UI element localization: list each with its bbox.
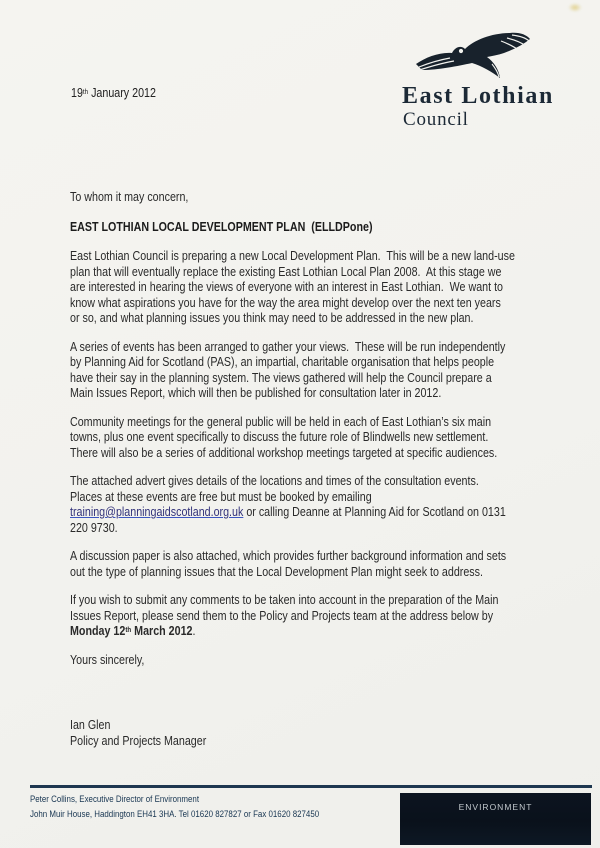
logo-subtitle: Council	[403, 109, 469, 130]
letter-line: Places at these events are free but must be booked by emailing	[70, 489, 372, 504]
letter-line: East Lothian Council is preparing a new Local Development Plan. This will be a new land-use	[70, 249, 515, 263]
subject-heading: EAST LOTHIAN LOCAL DEVELOPMENT PLAN (ELLDPone)	[70, 219, 373, 234]
letter-date	[71, 86, 156, 100]
letter-line: 220 9730.	[70, 520, 118, 535]
deadline-period: .	[192, 624, 196, 638]
letter-line	[70, 505, 600, 521]
environment-label: ENVIRONMENT	[458, 802, 533, 812]
letter-line: are interested in hearing the views of everyone with an interest in East Lothian. We want to	[70, 280, 503, 294]
letter-line: have their say in the planning system. The views gathered will help the Council prepare a	[70, 370, 492, 385]
signature-name: Ian Glen	[70, 718, 111, 732]
letter-line: A series of events has been arranged to gather your views. These will be run independently	[70, 339, 506, 354]
letter-line: plan that will eventually replace the existing East Lothian Local Plan 2008. At this stage we	[70, 264, 502, 279]
date-day: 19	[71, 86, 83, 100]
date-ordinal-suffix: th	[82, 86, 89, 96]
paragraph-meetings	[70, 415, 600, 462]
letter-line: Issues Report, please send them to the Policy and Projects team at the address below by	[70, 608, 494, 623]
deadline-rest: March 2012	[131, 624, 193, 638]
deadline-ordinal-suffix: th	[125, 624, 132, 634]
date-rest: January 2012	[88, 86, 156, 100]
letter-line	[70, 624, 600, 640]
signature-title: Policy and Projects Manager	[70, 733, 207, 748]
deadline-day: Monday 12	[70, 624, 126, 638]
paragraph-booking	[70, 474, 600, 536]
letter-line: or so, and what planning issues you think may need to be addressed in the new plan.	[70, 311, 474, 325]
letter-line-text: or calling Deanne at Planning Aid for Scotland on 0131	[243, 505, 506, 519]
email-link[interactable]: training@planningaidscotland.org.uk	[70, 505, 244, 519]
letter-line: The attached advert gives details of the locations and times of the consultation events.	[70, 474, 479, 488]
deadline-date	[70, 624, 192, 638]
flying-goose-icon	[414, 30, 534, 80]
letter-body	[70, 190, 600, 749]
footer-contact	[30, 792, 319, 821]
closing: Yours sincerely,	[70, 652, 145, 667]
letter-line: A discussion paper is also attached, which provides further background information and sets	[70, 549, 507, 563]
letter-line: Main Issues Report, which will then be published for consultation later in 2012.	[70, 386, 442, 400]
footer-divider	[30, 785, 592, 788]
footer-director-line: Peter Collins, Executive Director of Environment	[30, 794, 200, 804]
letter-line: If you wish to submit any comments to be taken into account in the preparation of the Main	[70, 593, 499, 607]
salutation: To whom it may concern,	[70, 190, 189, 204]
signature-block	[70, 718, 600, 749]
paragraph-intro	[70, 249, 600, 327]
letter-line: know what aspirations you have for the way the area might develop over the next ten years	[70, 295, 501, 310]
scan-artifact	[568, 3, 582, 12]
logo-title: East Lothian	[402, 83, 554, 109]
letter-line: Community meetings for the general public will be held in each of East Lothian’s six main	[70, 414, 492, 429]
paragraph-events	[70, 340, 600, 402]
letter-line: by Planning Aid for Scotland (PAS), an impartial, charitable organisation that helps people	[70, 355, 495, 369]
paragraph-deadline	[70, 593, 600, 640]
footer-address-line: John Muir House, Haddington EH41 3HA. Tel 01620 827827 or Fax 01620 827450	[30, 808, 320, 819]
environment-box	[400, 793, 591, 845]
letter-line: out the type of planning issues that the Local Development Plan might seek to address.	[70, 564, 483, 579]
letter-line: There will also be a series of additional workshop meetings targeted at specific audiences.	[70, 445, 498, 460]
paragraph-discussion-paper	[70, 549, 600, 580]
letter-line: towns, plus one event specifically to discuss the future role of Blindwells new settlement.	[70, 430, 489, 444]
